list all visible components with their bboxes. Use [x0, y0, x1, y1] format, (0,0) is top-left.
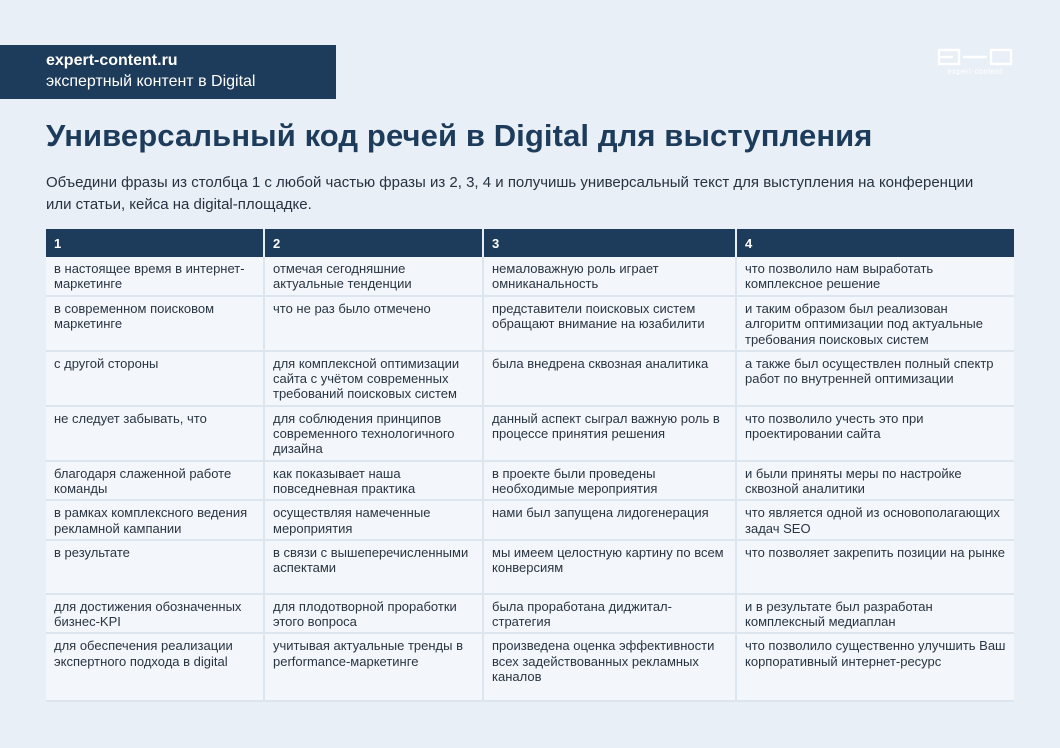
table-cell: в настоящее время в интернет-маркетинге	[46, 257, 264, 296]
table-cell: в современном поисковом маркетинге	[46, 296, 264, 351]
table-row	[46, 296, 1014, 351]
table-cell: и в результате был разработан комплексный медиаплан	[736, 594, 1014, 634]
column-header: 3	[483, 229, 736, 257]
table-header-row	[46, 229, 1014, 257]
table-cell: произведена оценка эффективности всех задействованных рекламных каналов	[483, 633, 736, 701]
table-cell: для плодотворной проработки этого вопроса	[264, 594, 483, 634]
table-row	[46, 461, 1014, 501]
table-cell: что позволило нам выработать комплексное решение	[736, 257, 1014, 296]
table-cell: что позволило существенно улучшить Ваш корпоративный интернет-ресурс	[736, 633, 1014, 701]
ec-logo-icon	[937, 48, 1013, 66]
table-cell: не следует забывать, что	[46, 406, 264, 461]
page-title: Универсальный код речей в Digital для выступления	[46, 118, 873, 153]
table-cell: что позволило учесть это при проектировании сайта	[736, 406, 1014, 461]
table-cell: благодаря слаженной работе команды	[46, 461, 264, 501]
table-cell: мы имеем целостную картину по всем конверсиям	[483, 540, 736, 594]
table-row	[46, 500, 1014, 540]
table-cell: что позволяет закрепить позиции на рынке	[736, 540, 1014, 594]
table-cell: и таким образом был реализован алгоритм оптимизации под актуальные требования поисковых систем	[736, 296, 1014, 351]
table-cell: в результате	[46, 540, 264, 594]
table-cell: что является одной из основополагающих задач SEO	[736, 500, 1014, 540]
table-cell: что не раз было отмечено	[264, 296, 483, 351]
table-cell: для обеспечения реализации экспертного подхода в digital	[46, 633, 264, 701]
intro-text: Объедини фразы из столбца 1 с любой частью фразы из 2, 3, 4 и получишь универсальный текст для выступления на конференции или статьи, кейса на digital-площадке.	[46, 174, 974, 213]
table-row	[46, 540, 1014, 594]
table-cell: в связи с вышеперечисленными аспектами	[264, 540, 483, 594]
table-cell: в рамках комплексного ведения рекламной кампании	[46, 500, 264, 540]
table-cell: представители поисковых систем обращают внимание на юзабилити	[483, 296, 736, 351]
column-header: 2	[264, 229, 483, 257]
table-row	[46, 594, 1014, 634]
table-cell: данный аспект сыграл важную роль в процессе принятия решения	[483, 406, 736, 461]
table-row	[46, 257, 1014, 296]
table-cell: для комплексной оптимизации сайта с учётом современных требований поисковых систем	[264, 351, 483, 406]
table-cell: в проекте были проведены необходимые мероприятия	[483, 461, 736, 501]
table-row	[46, 406, 1014, 461]
table-row	[46, 351, 1014, 406]
table-cell: нами был запущена лидогенерация	[483, 500, 736, 540]
table-cell: осуществляя намеченные мероприятия	[264, 500, 483, 540]
table-cell: с другой стороны	[46, 351, 264, 406]
table-cell: была проработана диджитал-стратегия	[483, 594, 736, 634]
table-cell: и были приняты меры по настройке сквозной аналитики	[736, 461, 1014, 501]
table-cell: была внедрена сквозная аналитика	[483, 351, 736, 406]
table-cell: немаловажную роль играет омниканальность	[483, 257, 736, 296]
table-cell: отмечая сегодняшние актуальные тенденции	[264, 257, 483, 296]
column-header: 1	[46, 229, 264, 257]
brand-site-name: expert-content.ru	[46, 52, 178, 69]
logo-caption: expert-content	[947, 67, 1003, 76]
brand-banner	[0, 45, 336, 99]
brand-tagline: экспертный контент в Digital	[46, 73, 256, 90]
expert-content-logo	[937, 48, 1013, 78]
table-cell: учитывая актуальные тренды в performance-маркетинге	[264, 633, 483, 701]
table-cell: а также был осуществлен полный спектр работ по внутренней оптимизации	[736, 351, 1014, 406]
column-header: 4	[736, 229, 1014, 257]
table-row	[46, 633, 1014, 701]
table-cell: для соблюдения принципов современного технологичного дизайна	[264, 406, 483, 461]
phrase-table	[46, 229, 1014, 702]
table-cell: для достижения обозначенных бизнес-KPI	[46, 594, 264, 634]
table-cell: как показывает наша повседневная практика	[264, 461, 483, 501]
